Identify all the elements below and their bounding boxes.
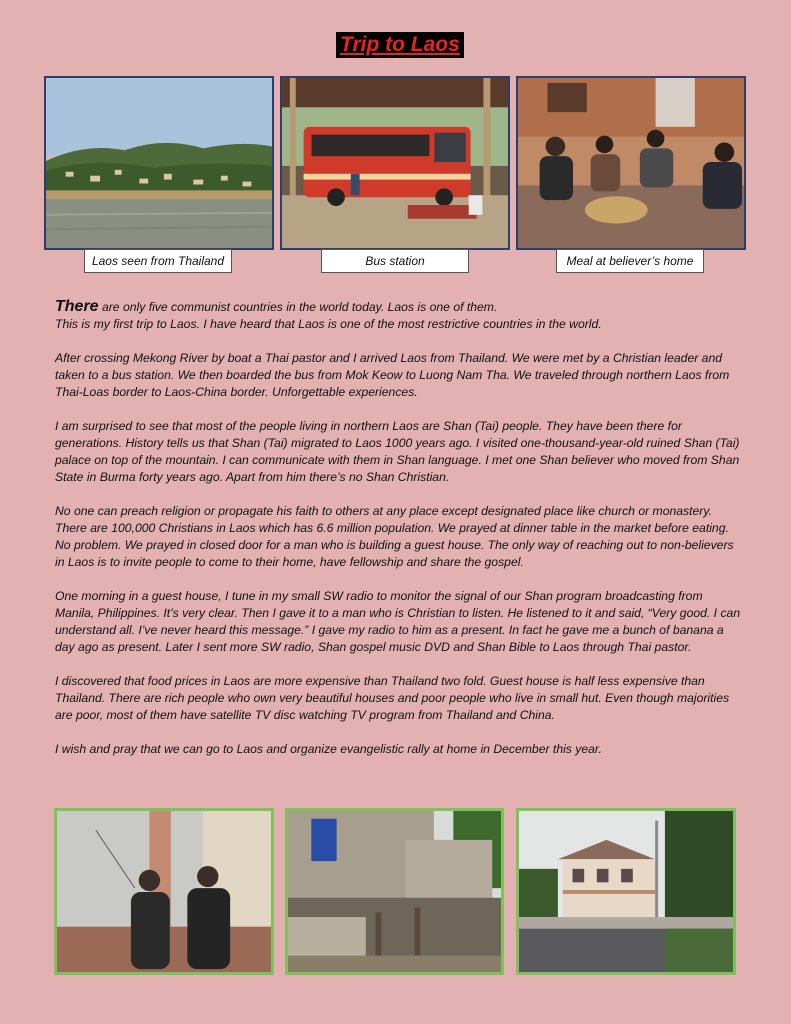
paragraph: One morning in a guest house, I tune in my small SW radio to monitor the signal of our Shan program broadcasting from Manila, Philippines. It’s very clear. Then I gave it to a man who is Christian to listen. He listened to it and said, “Very good. I can understand all. I’ve never heard this message.” I gave my radio to him as a present. In fact he gave me a bunch of banana a day ago as present. Later I sent more SW radio, Shan gospel music DVD and Shan Bible to Laos through Thai pastor. [55, 589, 741, 654]
photo-bus-station [280, 76, 510, 250]
page-title: Trip to Laos [336, 32, 464, 58]
lead-word: There [55, 298, 99, 315]
paragraph: I discovered that food prices in Laos are more expensive than Thailand two fold. Guest house is half less expensive than Thailand. There are rich people who own very beautiful houses and poor people who live in small hut. Even though majorities are poor, most of them have satellite TV disc watching TV program from Thailand and China. [55, 674, 730, 722]
caption-meal-at-home: Meal at believer’s home [556, 249, 704, 273]
photo-radio-balcony [54, 808, 274, 975]
photo-stilt-hut [285, 808, 504, 975]
paragraph: No one can preach religion or propagate his faith to others at any place except designated place like church or monastery. There are 100,000 Christians in Laos which has 6.6 million population. We prayed at dinner table in the market before eating. No problem. We prayed in closed door for a man who is building a guest house. The only way of reaching out to non-believers in Laos is to invite people to come to their home, have fellowship and share the gospel. [55, 504, 734, 569]
paragraph: I wish and pray that we can go to Laos and organize evangelistic rally at home in December this year. [55, 742, 602, 756]
paragraph: After crossing Mekong River by boat a Thai pastor and I arrived Laos from Thailand. We were met by a Christian leader and taken to a bus station. We then boarded the bus from Mok Keow to Luong Nam Tha. We traveled through northern Laos from Thai-Loas border to Laos-China border. Unforgettable experiences. [55, 351, 730, 399]
photo-laos-from-thailand [44, 76, 274, 250]
paragraph: I am surprised to see that most of the people living in northern Laos are Shan (Tai) people. They have been there for generations. History tells us that Shan (Tai) migrated to Laos 1000 years ago. I visited one-thousand-year-old ruined Shan (Tai) palace on top of the mountain. I can communicate with them in Shan language. I met one Shan believer who moved from Shan State in Burma forty years ago. Apart from him there’s no Shan Christian. [55, 419, 740, 484]
intro-rest: are only five communist countries in the world today. Laos is one of them. [98, 300, 498, 314]
caption-laos-from-thailand: Laos seen from Thailand [84, 249, 232, 273]
intro-line-2: This is my first trip to Laos. I have heard that Laos is one of the most restrictive countries in the world. [55, 317, 602, 331]
photo-large-house [516, 808, 736, 975]
intro-line-1 [55, 298, 745, 316]
photo-meal-at-home [516, 76, 746, 250]
article-body [55, 298, 745, 775]
caption-bus-station: Bus station [321, 249, 469, 273]
